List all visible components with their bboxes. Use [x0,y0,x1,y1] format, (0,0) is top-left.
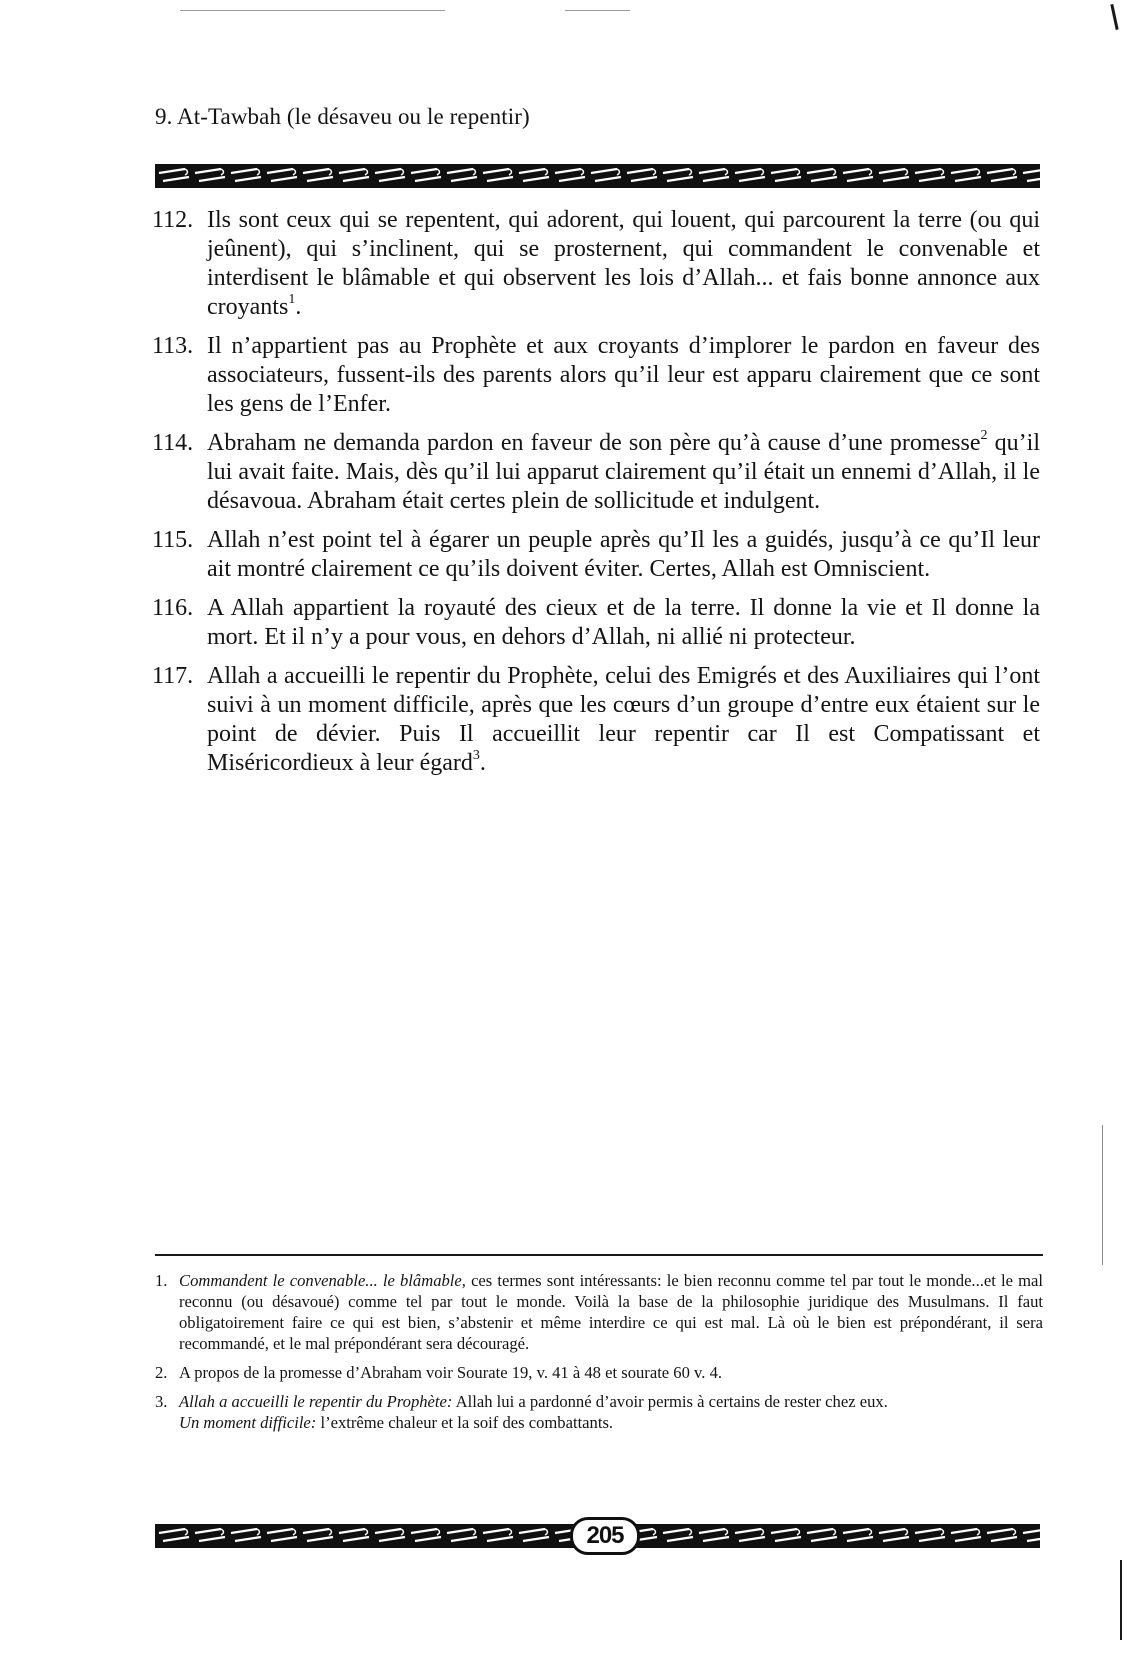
verse-text: Il n’appartient pas au Prophète et aux croyants d’implorer le pardon en faveur des associateurs, fussent-ils des parents alors qu’il leur est apparu clairement que ce sont les gens de l’Enfer. [207,333,1040,417]
verse-112 [152,206,1040,322]
footnote-1 [155,1270,1043,1354]
footnote-ref: 3 [472,748,480,763]
verse-text-tail: . [479,750,486,776]
footnote-term: Commandent le convenable... le blâmable, [179,1271,466,1290]
footnote-2 [155,1362,1043,1383]
footnote-text: A propos de la promesse d’Abraham voir Sourate 19, v. 41 à 48 et sourate 60 v. 4. [179,1363,723,1382]
scan-corner-mark [1110,4,1118,30]
ornament-pattern-top [155,164,1040,188]
verse-text: Allah a accueilli le repentir du Prophète, celui des Emigrés et des Auxiliaires qui l’ont suivi à un moment difficile, après que les cœurs d’un groupe d’entre eux étaient sur le point de dévier. Puis Il accueillit leur repentir car Il est Compatissant et Miséricordieux à leur égard [207,663,1040,776]
footnote-divider [155,1254,1043,1256]
verse-116 [152,594,1040,652]
page-number: 205 [570,1517,640,1555]
verse-number: 114. [152,430,194,456]
footnote-ref: 2 [980,428,988,443]
verse-number: 116. [152,595,194,621]
footnote-term: Allah a accueilli le repentir du Prophète: [179,1392,453,1411]
footnote-number: 3. [155,1392,168,1411]
verse-text: Ils sont ceux qui se repentent, qui adorent, qui louent, qui parcourent la terre (ou qui jeûnent), qui s’inclinent, qui se prosternent, qui commandent le convenable et interdisent le blâmable et qui observent les lois d’Allah... et fais bonne annonce aux croyants [207,207,1040,320]
footnote-3 [155,1391,1043,1433]
scan-edge-line-lower [1120,1560,1122,1640]
verse-117 [152,662,1040,778]
footnote-term-2: Un moment difficile: [179,1413,317,1432]
verse-113 [152,332,1040,419]
surah-header: 9. At-Tawbah (le désaveu ou le repentir) [155,104,530,129]
verse-text-continued: qu’il lui avait faite. Mais, dès qu’il lui apparut clairement qu’il était un ennemi d’Allah, il le désavoua. Abraham était certes plein de sollicitude et indulgent. [207,430,1040,514]
footnote-number: 1. [155,1271,168,1290]
verse-number: 112. [152,207,194,233]
verse-text: Allah n’est point tel à égarer un peuple après qu’Il les a guidés, jusqu’à ce qu’Il leur ait montré clairement ce qu’ils doivent éviter. Certes, Allah est Omniscient. [207,527,1040,582]
footnote-text-2: l’extrême chaleur et la soif des combattants. [316,1413,614,1432]
footnote-number: 2. [155,1363,168,1382]
footnote-ref: 1 [288,292,296,307]
verse-number: 113. [152,333,194,359]
scan-top-line [180,10,445,11]
verse-number: 115. [152,527,194,553]
footnote-text: Allah lui a pardonné d’avoir permis à certains de rester chez eux. [452,1392,888,1411]
verse-text: Abraham ne demanda pardon en faveur de son père qu’à cause d’une promesse [207,430,981,456]
verse-number: 117. [152,663,194,689]
verse-text-tail: . [295,294,302,320]
footnote-subentry [179,1412,1043,1433]
verse-list [152,206,1040,788]
verse-115 [152,526,1040,584]
ornamental-border-top [155,164,1040,188]
footnote-text: ces termes sont intéressants: le bien reconnu comme tel par tout le monde...et le mal reconnu (ou désavoué) comme tel par tout le monde. Voilà la base de la philosophie juridique des Musulmans. Il faut obligatoirement faire ce qui est bien, s’abstenir et même interdire ce qui est mal. Là où le bien est prépondérant, il sera recommandé, et le mal prépondérant sera découragé. [179,1271,1043,1353]
scan-top-line-short [565,10,630,11]
verse-text: A Allah appartient la royauté des cieux et de la terre. Il donne la vie et Il donne la mort. Et il n’y a pour vous, en dehors d’Allah, ni allié ni protecteur. [207,595,1040,650]
scan-edge-line [1102,1125,1103,1265]
verse-114 [152,429,1040,516]
footnotes [155,1270,1043,1441]
